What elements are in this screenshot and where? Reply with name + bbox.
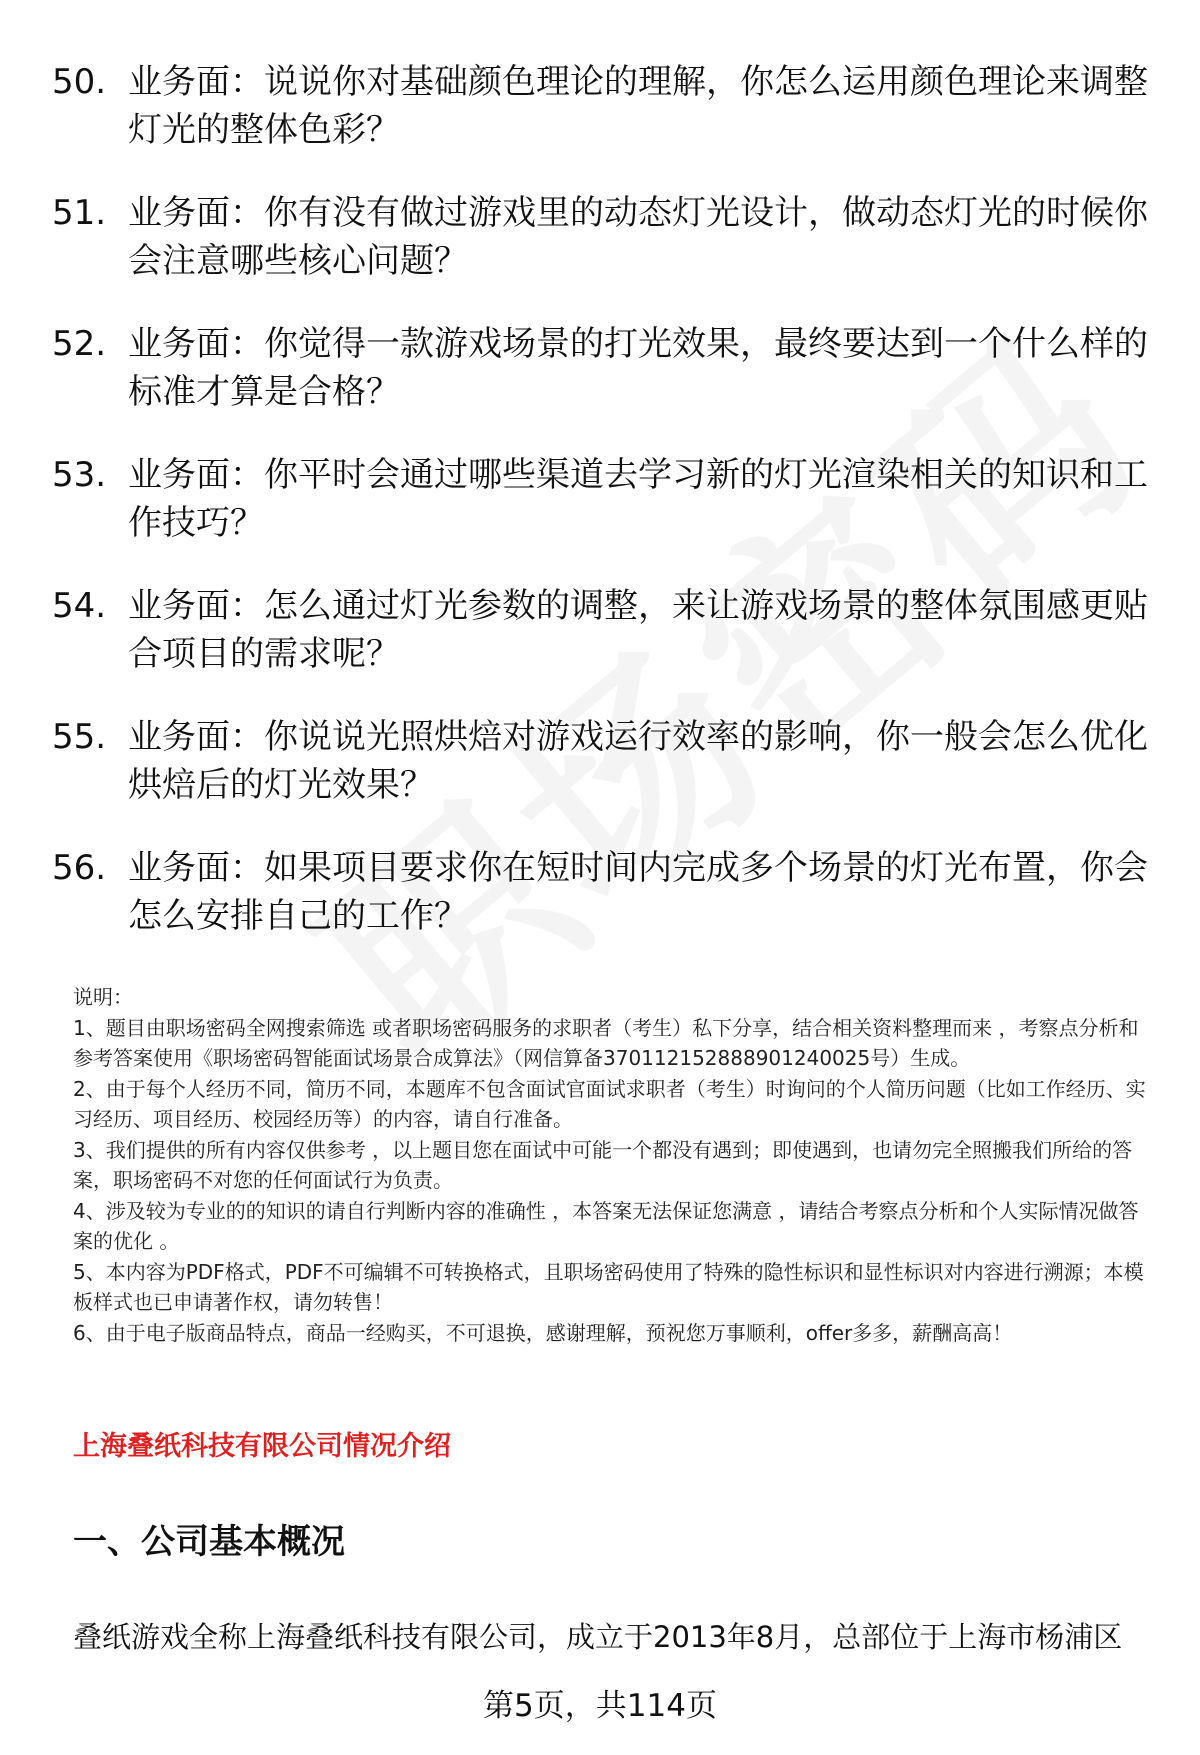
question-item	[52, 844, 1152, 940]
body-paragraph: 叠纸游戏全称上海叠纸科技有限公司，成立于2013年8月，总部位于上海市杨浦区	[73, 1620, 1123, 1654]
question-text: 业务面：你平时会通过哪些渠道去学习新的灯光渲染相关的知识和工作技巧？	[128, 455, 1148, 543]
section-heading: 一、公司基本概况	[73, 1522, 345, 1562]
note-item: 6、由于电子版商品特点，商品一经购买，不可退换，感谢理解，预祝您万事顺利，offer多多，薪酬高高！	[73, 1320, 1013, 1345]
question-number: 50.	[52, 62, 107, 102]
question-item	[52, 58, 1152, 154]
company-intro-title: 上海叠纸科技有限公司情况介绍	[73, 1431, 451, 1462]
question-item	[52, 320, 1152, 416]
question-item	[52, 582, 1152, 678]
question-text: 业务面：说说你对基础颜色理论的理解，你怎么运用颜色理论来调整灯光的整体色彩？	[128, 62, 1148, 150]
page-footer: 第5页，共114页	[483, 1688, 717, 1724]
question-number: 52.	[52, 324, 107, 364]
note-item: 2、由于每个人经历不同，简历不同，本题库不包含面试官面试求职者（考生）时询问的个人简历问题（比如工作经历、实习经历、项目经历、校园经历等）的内容，请自行准备。	[73, 1076, 1146, 1131]
question-item	[52, 189, 1152, 285]
question-number: 55.	[52, 717, 107, 757]
notes-section	[73, 982, 1158, 1348]
note-item: 3、我们提供的所有内容仅供参考 ，以上题目您在面试中可能一个都没有遇到；即使遇到，也请勿完全照搬我们所给的答案，职场密码不对您的任何面试行为负责。	[73, 1137, 1133, 1192]
question-text: 业务面：你觉得一款游戏场景的打光效果，最终要达到一个什么样的标准才算是合格？	[128, 324, 1148, 412]
question-list	[52, 58, 1152, 975]
question-item	[52, 713, 1152, 809]
notes-title: 说明：	[73, 985, 133, 1009]
question-number: 54.	[52, 586, 107, 626]
note-item: 5、本内容为PDF格式，PDF不可编辑不可转换格式，且职场密码使用了特殊的隐性标识和显性标识对内容进行溯源；本模板样式也已申请著作权，请勿转售！	[73, 1259, 1144, 1314]
question-number: 53.	[52, 455, 107, 495]
note-item: 1、题目由职场密码全网搜索筛选 或者职场密码服务的求职者（考生）私下分享，结合相关资料整理而来 ，考察点分析和参考答案使用《职场密码智能面试场景合成算法》（网信算备370112152888901240025号）生成。	[73, 1015, 1139, 1070]
question-text: 业务面：如果项目要求你在短时间内完成多个场景的灯光布置，你会怎么安排自己的工作？	[128, 848, 1148, 936]
question-number: 56.	[52, 848, 107, 888]
question-item	[52, 451, 1152, 547]
question-text: 业务面：你说说光照烘焙对游戏运行效率的影响，你一般会怎么优化烘焙后的灯光效果？	[128, 717, 1148, 805]
question-number: 51.	[52, 193, 107, 233]
note-item: 4、涉及较为专业的的知识的请自行判断内容的准确性 ，本答案无法保证您满意 ，请结合考察点分析和个人实际情况做答案的优化 。	[73, 1198, 1139, 1253]
question-text: 业务面：怎么通过灯光参数的调整，来让游戏场景的整体氛围感更贴合项目的需求呢？	[128, 586, 1148, 674]
question-text: 业务面：你有没有做过游戏里的动态灯光设计，做动态灯光的时候你会注意哪些核心问题？	[128, 193, 1148, 281]
